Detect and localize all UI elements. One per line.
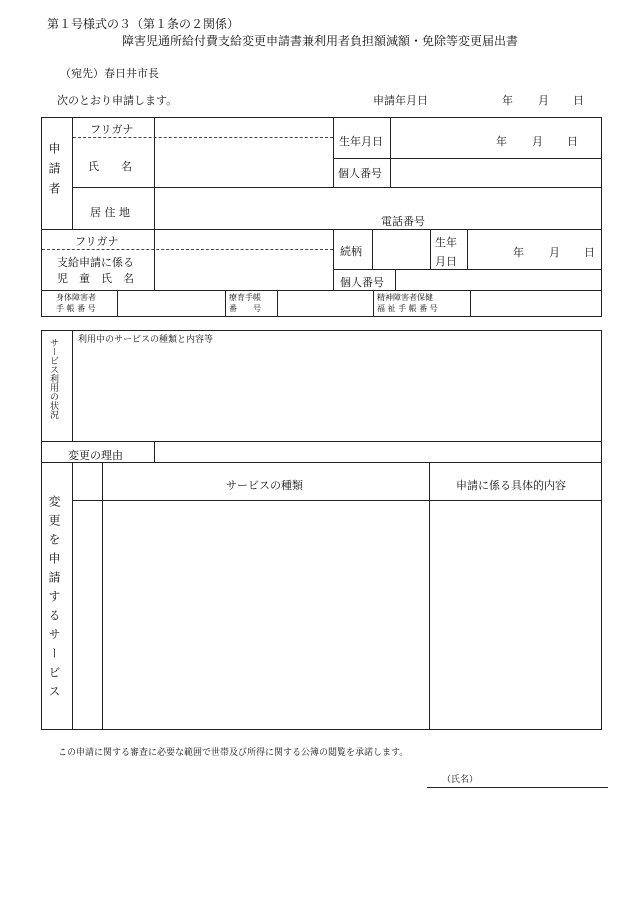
child-birth-label-line2: 月日 xyxy=(435,255,457,268)
applicant-phone-label: 電話番号 xyxy=(381,215,425,228)
change-services-label: 変更を申請するサービス xyxy=(47,495,61,704)
service-status-content-label: 利用中のサービスの種類と内容等 xyxy=(78,335,214,345)
form-number: 第１号様式の３（第１条の２関係） xyxy=(47,17,240,31)
date-month: 月 xyxy=(538,94,549,107)
mental-handbook-label-line2: 福 祉 手 帳 番 号 xyxy=(377,304,438,313)
child-birth-day: 日 xyxy=(584,246,595,259)
signature-label: （氏名） xyxy=(442,775,479,785)
applicant-furigana-label: フリガナ xyxy=(90,123,134,136)
applicant-birth-year: 年 xyxy=(496,135,507,148)
intro-text: 次のとおり申請します。 xyxy=(57,94,178,107)
date-year: 年 xyxy=(502,94,513,107)
applicant-name-label: 氏 名 xyxy=(88,160,132,173)
child-birth-label-line1: 生年 xyxy=(435,236,457,249)
service-type-header: サービスの種類 xyxy=(226,479,303,492)
applicant-section-label: 申請者 xyxy=(47,142,61,202)
addressee: （宛先）春日井市長 xyxy=(60,67,159,80)
applicant-my-number-label: 個人番号 xyxy=(338,167,382,180)
change-reason-label: 変更の理由 xyxy=(68,449,123,462)
ryoiku-handbook-label-line2: 番 号 xyxy=(229,304,261,313)
date-label: 申請年月日 xyxy=(373,94,428,107)
child-birth-year: 年 xyxy=(513,246,524,259)
signature-line xyxy=(427,787,608,788)
date-day: 日 xyxy=(573,94,584,107)
service-detail-header: 申請に係る具体的内容 xyxy=(456,479,566,492)
child-relation-label: 続柄 xyxy=(340,245,362,258)
child-name-label-line1: 支給申請に係る xyxy=(57,256,134,269)
physical-handbook-label-line2: 手 帳 番 号 xyxy=(56,304,96,313)
page-title: 障害児通所給付費支給変更申請書兼利用者負担額減額・免除等変更届出書 xyxy=(122,34,519,48)
service-status-label: サービス利用の状況 xyxy=(48,338,58,419)
child-my-number-label: 個人番号 xyxy=(340,276,384,289)
applicant-birth-month: 月 xyxy=(532,135,543,148)
child-name-label-line2: 児 童 氏 名 xyxy=(57,272,134,285)
physical-handbook-label-line1: 身体障害者 xyxy=(56,293,96,302)
ryoiku-handbook-label-line1: 療育手帳 xyxy=(229,293,261,302)
mental-handbook-label-line1: 精神障害者保健 xyxy=(377,293,433,302)
applicant-birth-day: 日 xyxy=(567,135,578,148)
child-furigana-label: フリガナ xyxy=(75,235,119,248)
applicant-birthdate-label: 生年月日 xyxy=(339,135,383,148)
child-birth-month: 月 xyxy=(549,246,560,259)
consent-text: この申請に関する審査に必要な範囲で世帯及び所得に関する公簿の閲覧を承諾します。 xyxy=(58,748,409,758)
applicant-address-label: 居 住 地 xyxy=(90,206,130,219)
